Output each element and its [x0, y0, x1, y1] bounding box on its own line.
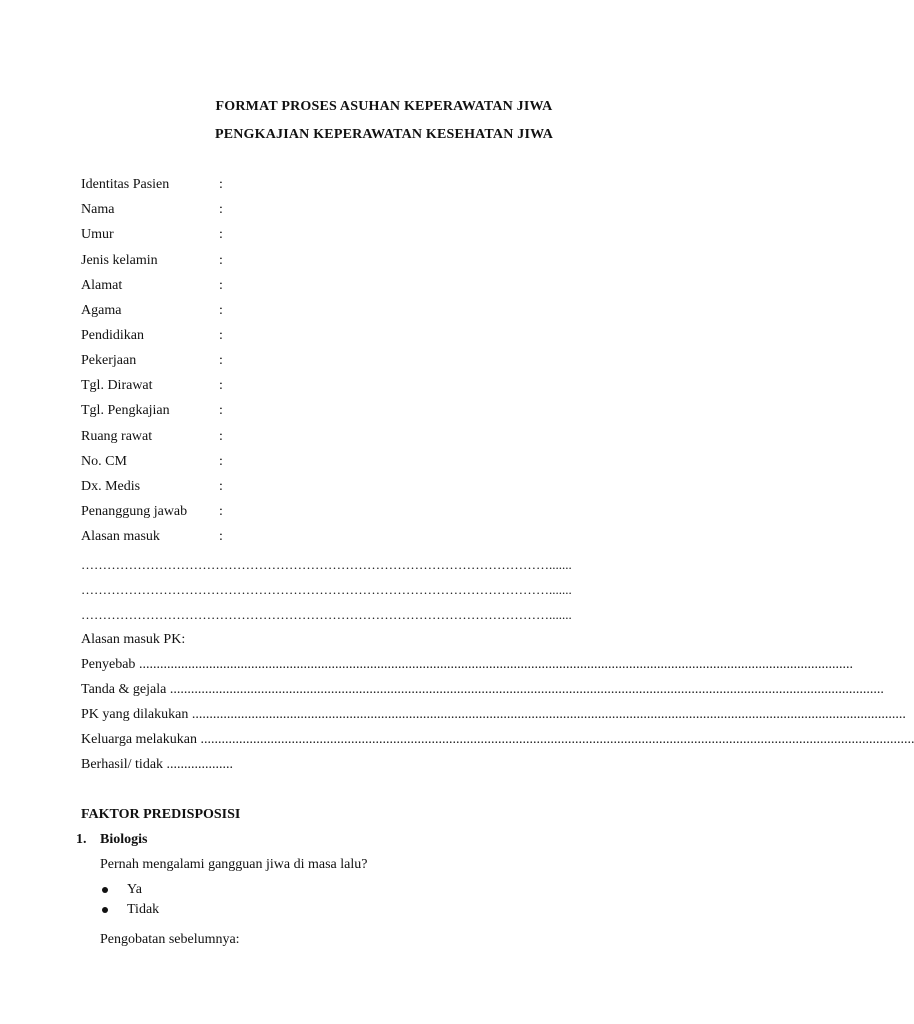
- bullet-icon: [102, 887, 108, 893]
- field-label: Dx. Medis: [81, 479, 141, 494]
- field-colon: :: [219, 529, 223, 544]
- field-colon: :: [219, 253, 223, 268]
- field-label: Nama: [81, 202, 115, 217]
- dotted-line: ……………………………………………………………………………………………….......: [81, 582, 572, 597]
- berhasil-tidak-line: Berhasil/ tidak ...................: [81, 757, 234, 772]
- field-colon: :: [219, 177, 223, 192]
- field-label: Umur: [81, 227, 114, 242]
- field-colon: :: [219, 227, 223, 242]
- option-label: Ya: [127, 882, 142, 897]
- field-colon: :: [219, 454, 223, 469]
- dotted-fill: ............................................................................................................................................................................................................: [191, 707, 906, 722]
- field-label: Tgl. Dirawat: [81, 378, 153, 393]
- field-colon: :: [219, 353, 223, 368]
- dotted-fill: ............................................................................................................................................................................................................: [200, 732, 914, 747]
- field-colon: :: [219, 479, 223, 494]
- field-colon: :: [219, 504, 223, 519]
- field-colon: :: [219, 202, 223, 217]
- document-page: FORMAT PROSES ASUHAN KEPERAWATAN JIWA PENGKAJIAN KEPERAWATAN KESEHATAN JIWA Identitas Pasien : Nama : Umur : Jenis kelamin : Alamat : Agama : Pendidikan : Pekerjaan : Tgl. Dirawat : Tgl. Pengkajian : Ruang rawat : No. CM : Dx. Medis : Penanggung jawab : Alasan masuk : ………………………………………………………………………………………………....... ………………………………………………………………………………………………....... ………………………………………………………………………………………………....... Alasan masuk PK: Penyebab ............................................................................................................................................................................................................ Tanda & gejala ............................................................................................................................................................................................................ PK yang dilakukan ............................................................................................................................................................................................................ Keluarga melakukan ............................................................................................................................................................................................................ Berhasil/ tidak ................... FAKTOR PREDISPOSISI 1. Biologis Pernah mengalami gangguan jiwa di masa lalu? Ya Tidak Pengobatan sebelumnya:: [0, 0, 768, 1024]
- section-heading: FAKTOR PREDISPOSISI: [81, 807, 241, 822]
- question-text: Pernah mengalami gangguan jiwa di masa lalu?: [100, 857, 368, 872]
- bullet-icon: [102, 907, 108, 913]
- field-label: Tgl. Pengkajian: [81, 403, 170, 418]
- field-colon: :: [219, 429, 223, 444]
- field-label: Identitas Pasien: [81, 177, 170, 192]
- dotted-line: ……………………………………………………………………………………………….......: [81, 607, 572, 622]
- dotted-fill: ............................................................................................................................................................................................................: [169, 682, 884, 697]
- document-title: FORMAT PROSES ASUHAN KEPERAWATAN JIWA: [215, 99, 553, 114]
- field-label: Pekerjaan: [81, 353, 137, 368]
- dotted-fill: ............................................................................................................................................................................................................: [138, 657, 853, 672]
- item-number: 1.: [76, 832, 87, 847]
- dotted-fill: ...................: [166, 757, 234, 772]
- field-colon: :: [219, 328, 223, 343]
- field-colon: :: [219, 278, 223, 293]
- field-label: Alasan masuk: [81, 529, 160, 544]
- item-title: Biologis: [100, 832, 148, 847]
- field-label: Ruang rawat: [81, 429, 153, 444]
- field-label: Penanggung jawab: [81, 504, 188, 519]
- field-label: Pendidikan: [81, 328, 144, 343]
- field-label: Jenis kelamin: [81, 253, 158, 268]
- field-label: Agama: [81, 303, 122, 318]
- field-colon: :: [219, 303, 223, 318]
- pk-item-keluarga-melakukan: Keluarga melakukan ............................................................................................................................................................................................................: [81, 732, 914, 747]
- pk-item-penyebab: Penyebab ............................................................................................................................................................................................................: [81, 657, 853, 672]
- field-colon: :: [219, 403, 223, 418]
- field-colon: :: [219, 378, 223, 393]
- field-label: Alamat: [81, 278, 123, 293]
- field-label: No. CM: [81, 454, 127, 469]
- option-label: Tidak: [127, 902, 160, 917]
- previous-treatment-label: Pengobatan sebelumnya:: [100, 932, 240, 947]
- dotted-line: ……………………………………………………………………………………………….......: [81, 557, 572, 572]
- pk-item-pk-dilakukan: PK yang dilakukan ............................................................................................................................................................................................................: [81, 707, 906, 722]
- pk-item-tanda-gejala: Tanda & gejala ............................................................................................................................................................................................................: [81, 682, 884, 697]
- document-subtitle: PENGKAJIAN KEPERAWATAN KESEHATAN JIWA: [214, 127, 554, 142]
